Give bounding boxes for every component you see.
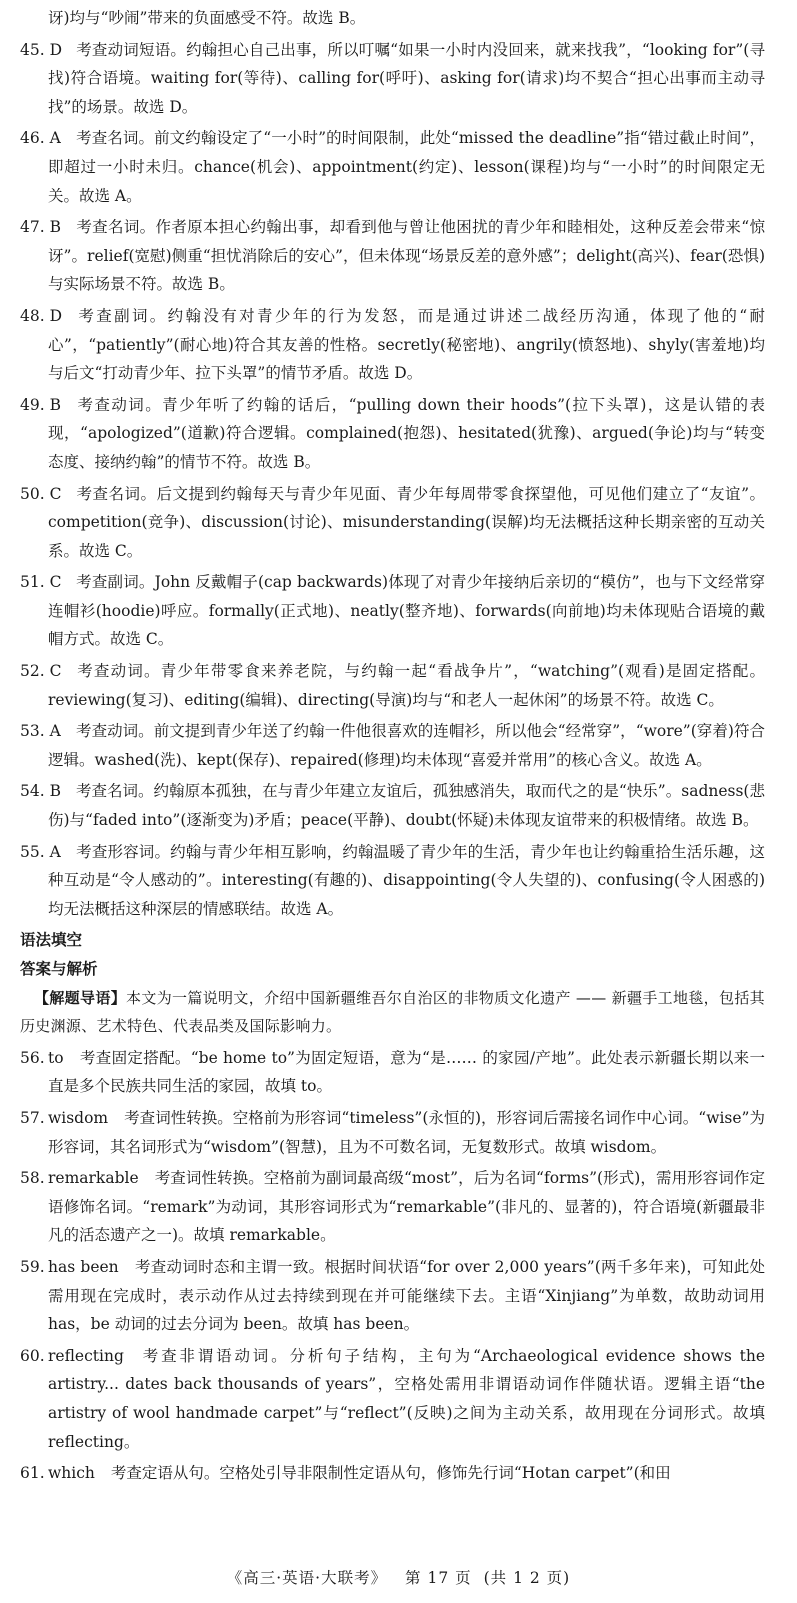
- explanation-text: 考查动词。青少年听了约翰的话后，“pulling down their hoods”(拉下头罩)，这是认错的表现，“apologized”(道歉)符合逻辑。complained(抱怨)、hesitated(犹豫)、argued(争论)均与“转变态度、接纳约翰”的情节不符。故选 B。: [48, 395, 765, 471]
- answer-word: which: [48, 1464, 95, 1483]
- grammar-answer-item: [20, 1459, 765, 1488]
- question-number: 51. C: [20, 573, 62, 592]
- grammar-answer-item: [20, 1104, 765, 1161]
- section-subtitle: 答案与解析: [20, 960, 98, 978]
- cloze-answer-item: [20, 838, 765, 924]
- cloze-answer-item: [20, 568, 765, 654]
- grammar-answer-item: [20, 1342, 765, 1456]
- answer-word: remarkable: [48, 1169, 139, 1188]
- cloze-answer-item: [20, 657, 765, 714]
- solution-guide: [20, 984, 765, 1041]
- footer-book-title: 《高三·英语·大联考》: [226, 1569, 388, 1587]
- explanation-text: 考查名词。后文提到约翰每天与青少年见面、青少年每周带零食探望他，可见他们建立了“友谊”。competition(竞争)、discussion(讨论)、misunderstanding(误解)均无法概括这种长期亲密的互动关系。故选 C。: [48, 484, 765, 560]
- question-number: 45. D: [20, 40, 63, 59]
- grammar-answer-item: [20, 1044, 765, 1101]
- question-number: 49. B: [20, 395, 61, 414]
- answer-word: has been: [48, 1257, 119, 1276]
- explanation-text: 考查名词。作者原本担心约翰出事，却看到他与曾让他困扰的青少年和睦相处，这种反差会带来“惊讶”。relief(宽慰)侧重“担忧消除后的安心”，但未体现“场景反差的意外感”；delight(高兴)、fear(恐惧)与实际场景不符。故选 B。: [48, 218, 765, 294]
- guide-tag: 【解题导语】: [34, 988, 127, 1007]
- explanation-text: 考查非谓语动词。分析句子结构，主句为“Archaeological evidence shows the artistry... dates back thousands of years”，空格处需用非谓语动词作伴随状语。逻辑主语“the artistry of wool handmade carpet”与“reflect”(反映)之间为主动关系，故用现在分词形式。故填 reflecting。: [48, 1346, 765, 1451]
- explanation-text: 考查名词。约翰原本孤独，在与青少年建立友谊后，孤独感消失，取而代之的是“快乐”。sadness(悲伤)与“faded into”(逐渐变为)矛盾；peace(平静)、doubt(怀疑)未体现友谊带来的积极情绪。故选 B。: [48, 782, 765, 830]
- explanation-text: 考查形容词。约翰与青少年相互影响，约翰温暖了青少年的生活，青少年也让约翰重拾生活乐趣，这种互动是“令人感动的”。interesting(有趣的)、disappointing(令人失望的)、confusing(令人困惑的)均无法概括这种深层的情感联结。故选 A。: [48, 842, 765, 918]
- answer-page: [20, 4, 765, 1491]
- explanation-text: 考查动词短语。约翰担心自己出事，所以叮嘱“如果一小时内没回来，就来找我”，“looking for”(寻找)符合语境。waiting for(等待)、calling for(呼吁)、asking for(请求)均不契合“担心出事而主动寻找”的场景。故选 D。: [48, 40, 765, 116]
- question-number: 53. A: [20, 722, 61, 741]
- cloze-answer-item: [20, 391, 765, 477]
- footer-page-number: 第 17 页: [405, 1569, 472, 1587]
- question-number: 47. B: [20, 218, 61, 237]
- cloze-answer-item: [20, 36, 765, 122]
- answer-body: [48, 1109, 765, 1156]
- explanation-text: 考查名词。前文约翰设定了“一小时”的时间限制，此处“missed the deadline”指“错过截止时间”，即超过一小时未归。chance(机会)、appointment(约定)、lesson(课程)均与“一小时”的时间限定无关。故选 A。: [48, 129, 765, 205]
- question-number: 52. C: [20, 662, 62, 681]
- question-number: 50. C: [20, 484, 62, 503]
- explanation-text: 考查定语从句。空格处引导非限制性定语从句，修饰先行词“Hotan carpet”(和田: [110, 1464, 671, 1483]
- question-number: 61.: [20, 1464, 45, 1483]
- explanation-text: 考查词性转换。空格前为副词最高级“most”，后为名词“forms”(形式)，需用形容词作定语修饰名词。“remark”为动词，其形容词形式为“remarkable”(非凡的、显著的)，符合语境(新疆最非凡的活态遗产之一)。故填 remarkable。: [48, 1169, 765, 1245]
- section-title: 语法填空: [20, 931, 83, 950]
- question-number: 54. B: [20, 782, 61, 801]
- answer-body: [48, 1464, 671, 1482]
- cloze-answer-item: [20, 777, 765, 834]
- explanation-text: 考查动词。前文提到青少年送了约翰一件他很喜欢的连帽衫，所以他会“经常穿”，“wore”(穿着)符合逻辑。washed(洗)、kept(保存)、repaired(修理)均未体现“喜爱并常用”的核心含义。故选 A。: [48, 722, 765, 769]
- explanation-text: 考查动词时态和主谓一致。根据时间状语“for over 2,000 years”(两千多年来)，可知此处需用现在完成时，表示动作从过去持续到现在并可能继续下去。主语“Xinjiang”为单数，故助动词用 has，be 动词的过去分词为 been。故填 has been。: [48, 1257, 765, 1334]
- page-footer: [0, 1566, 797, 1590]
- answer-word: wisdom: [48, 1108, 109, 1127]
- cloze-answer-item: [20, 480, 765, 566]
- cloze-answer-item: [20, 213, 765, 299]
- grammar-answer-list: [20, 1044, 765, 1488]
- question-number: 59.: [20, 1257, 45, 1276]
- cloze-answer-item: [20, 302, 765, 388]
- cloze-answer-list: [20, 36, 765, 924]
- answer-word: reflecting: [48, 1346, 124, 1365]
- question-number: 57.: [20, 1108, 45, 1127]
- cloze-answer-item: [20, 124, 765, 210]
- explanation-text: 考查固定搭配。“be home to”为固定短语，意为“是…… 的家园/产地”。此处表示新疆长期以来一直是多个民族共同生活的家园，故填 to。: [48, 1048, 765, 1096]
- cloze-answer-item: [20, 717, 765, 774]
- footer-total-pages: (共 1 2 页): [483, 1569, 571, 1587]
- explanation-text: 考查副词。约翰没有对青少年的行为发怒，而是通过讲述二战经历沟通，体现了他的“耐心”，“patiently”(耐心地)符合其友善的性格。secretly(秘密地)、angrily(愤怒地)、shyly(害羞地)均与后文“打动青少年、拉下头罩”的情节矛盾。故选 D。: [48, 306, 765, 383]
- explanation-text: 考查词性转换。空格前为形容词“timeless”(永恒的)，形容词后需接名词作中心词。“wise”为形容词，其名词形式为“wisdom”(智慧)，且为不可数名词，无复数形式。故填 wisdom。: [48, 1108, 765, 1156]
- question-number: 60.: [20, 1346, 45, 1365]
- answer-body: [48, 1258, 765, 1333]
- question-number: 56.: [20, 1048, 45, 1067]
- question-number: 46. A: [20, 129, 61, 148]
- grammar-answer-item: [20, 1164, 765, 1250]
- question-number: 58.: [20, 1169, 45, 1188]
- answer-body: [48, 1169, 765, 1244]
- answer-word: to: [48, 1048, 64, 1067]
- intro-continuation: 讶)均与“吵闹”带来的负面感受不符。故选 B。: [48, 9, 366, 27]
- question-number: 48. D: [20, 306, 63, 325]
- answer-body: [48, 1347, 765, 1451]
- explanation-text: 考查动词。青少年带零食来养老院，与约翰一起“看战争片”，“watching”(观看)是固定搭配。reviewing(复习)、editing(编辑)、directing(导演)均与“和老人一起休闲”的场景不符。故选 C。: [48, 662, 765, 709]
- answer-body: [48, 1049, 765, 1096]
- explanation-text: 考查副词。John 反戴帽子(cap backwards)体现了对青少年接纳后亲切的“模仿”，也与下文经常穿连帽衫(hoodie)呼应。formally(正式地)、neatly(整齐地)、forwards(向前地)均未体现贴合语境的戴帽方式。故选 C。: [48, 573, 765, 649]
- guide-text: 本文为一篇说明文，介绍中国新疆维吾尔自治区的非物质文化遗产 —— 新疆手工地毯，包括其历史渊源、艺术特色、代表品类及国际影响力。: [20, 988, 765, 1036]
- question-number: 55. A: [20, 842, 61, 861]
- grammar-answer-item: [20, 1253, 765, 1339]
